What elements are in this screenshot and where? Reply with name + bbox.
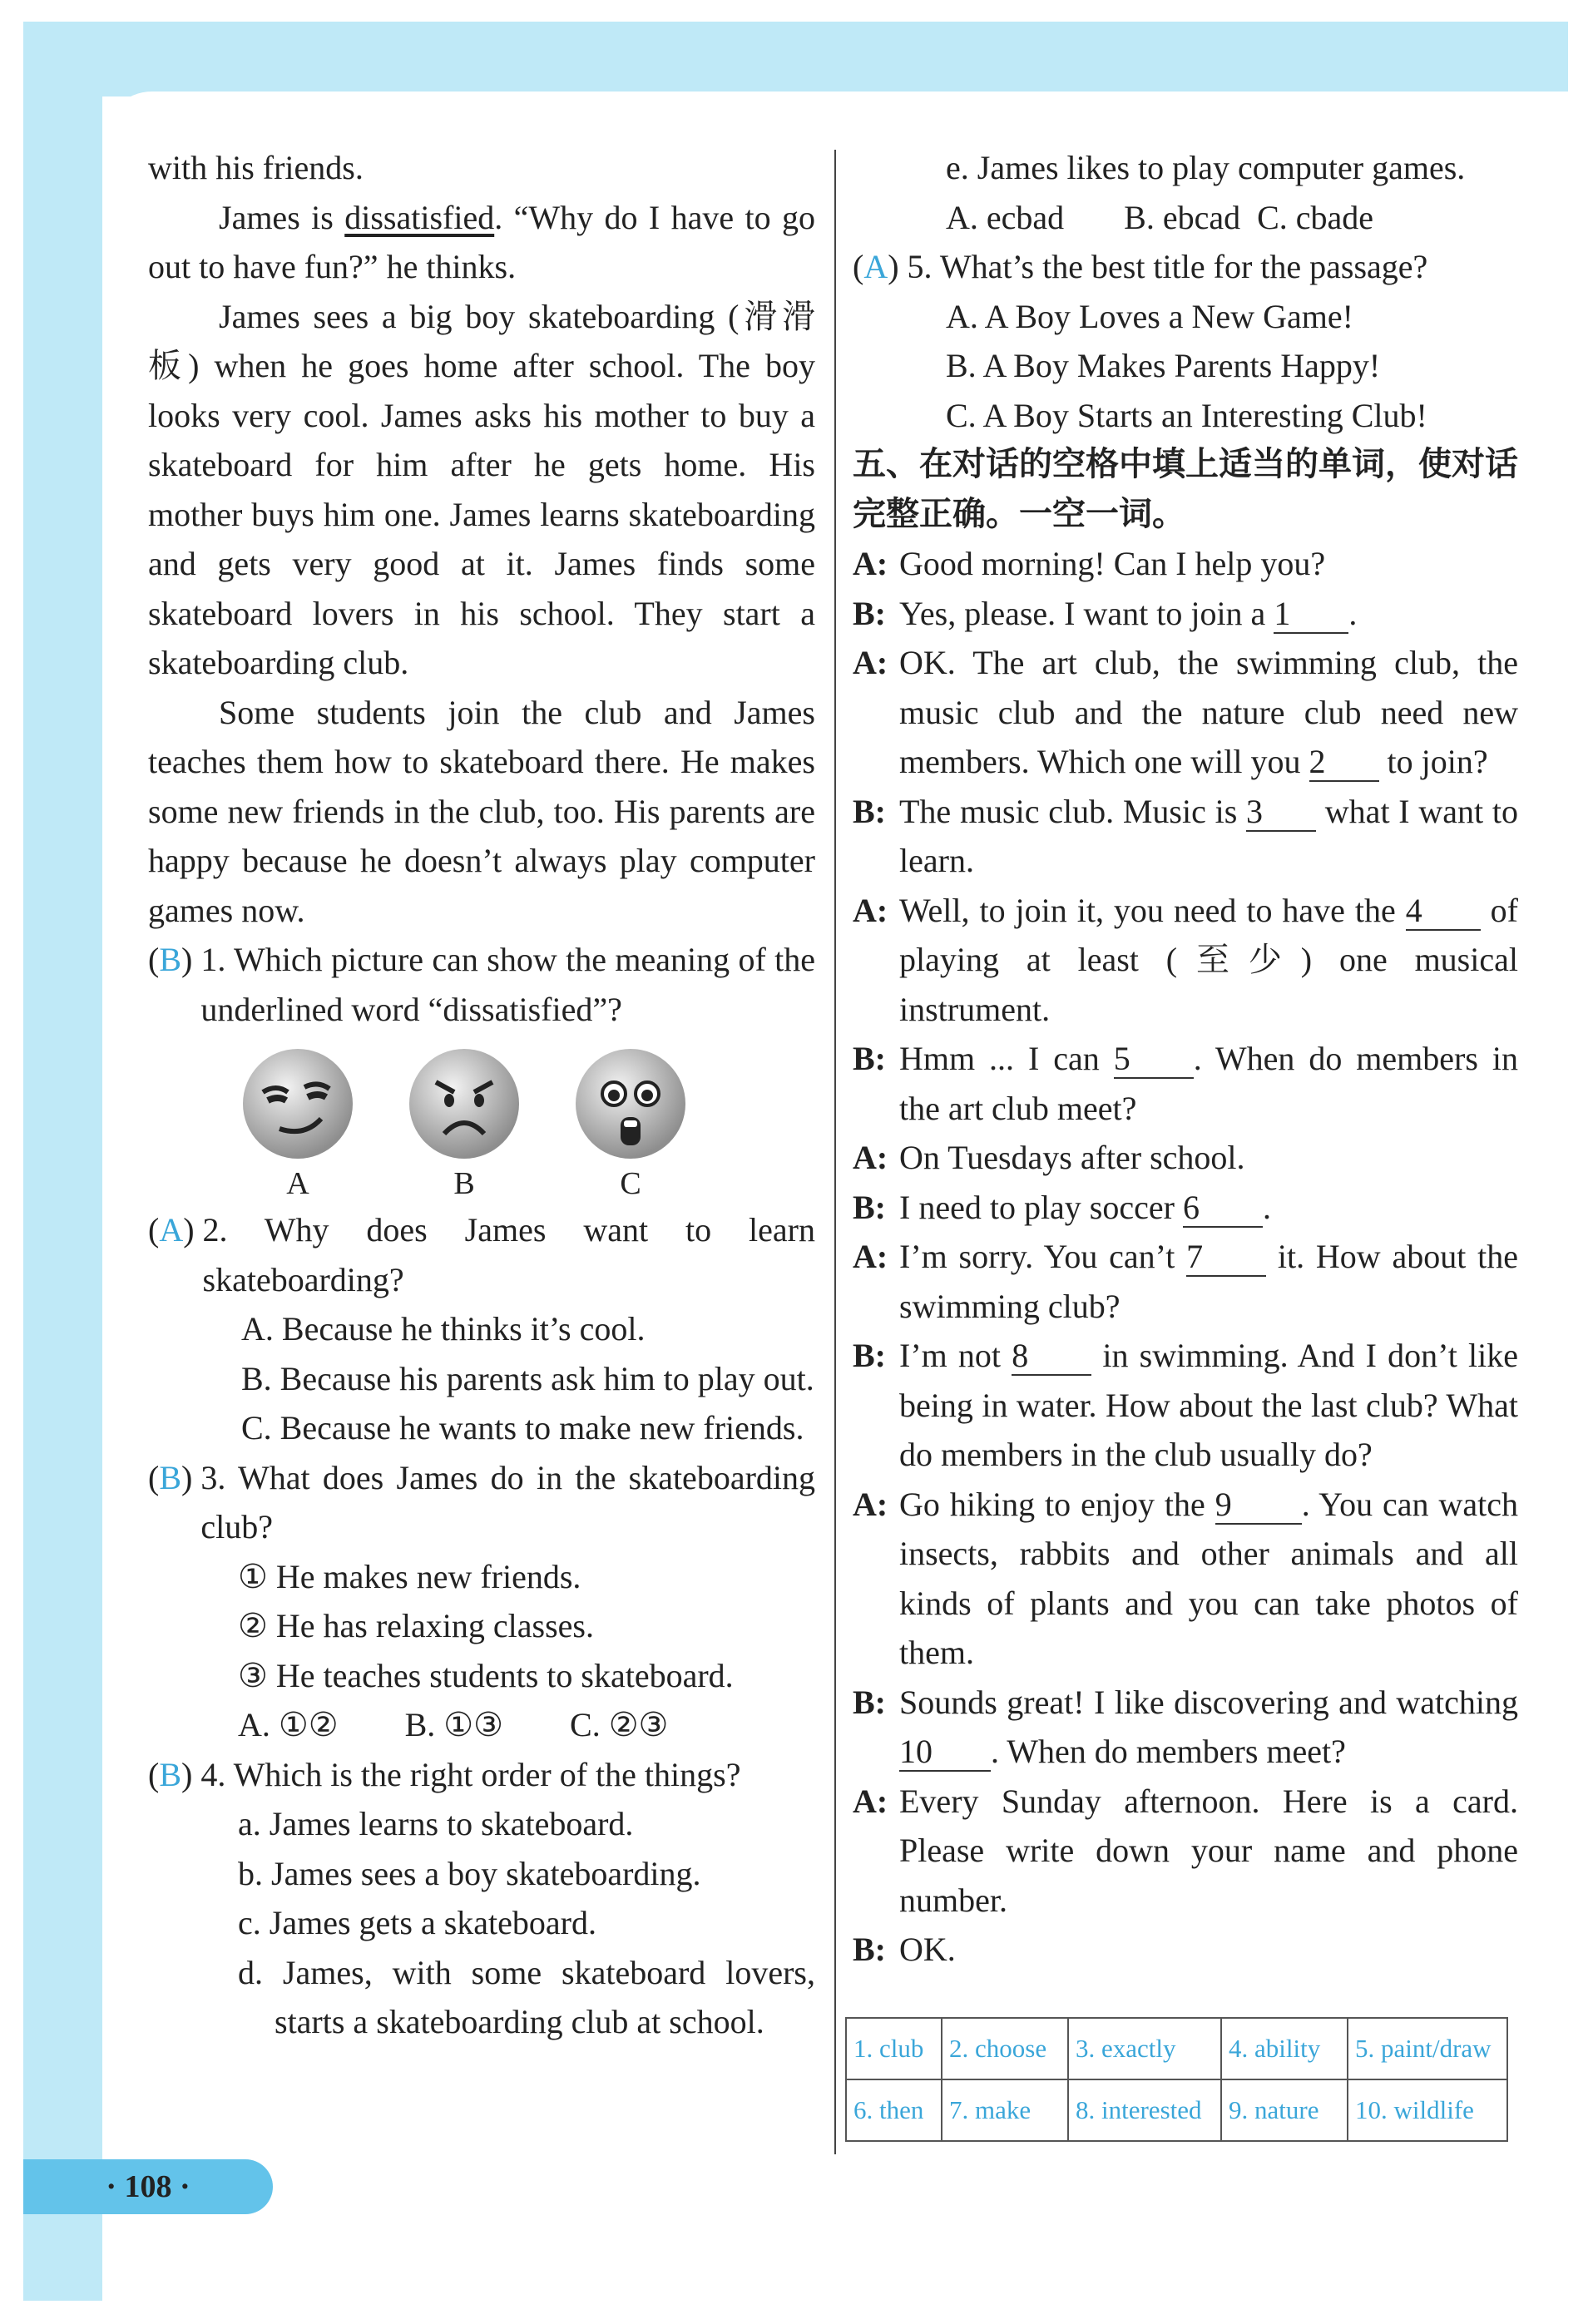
dialogue-line: B: OK. [853,1931,956,1968]
option-b: B. Because his parents ask him to play out. [241,1359,814,1397]
frown-face-icon [406,1046,522,1162]
passage-paragraph-3: Some students join the club and James teaches them how to skateboard there. He makes some new friends in the club, too. His parents are happy because he doesn’t always play computer games now. [148,693,815,929]
left-color-band [23,22,102,2301]
option-a: A. Because he thinks it’s cool. [241,1310,646,1347]
option-b: B. A Boy Makes Parents Happy! [946,347,1381,384]
passage-paragraph-2: James sees a big boy skateboarding (滑滑板) when he goes home after school. The boy looks very cool. James asks his mother to buy a skateboard for him after he gets home. His mother buys him one. James learns skateboarding and gets very good at it. James finds some skateboard lovers in his school. They start a skateboarding club. [148,297,815,681]
underlined-word: dissatisfied [344,198,495,236]
passage-paragraph-1: James is dissatisfied. “Why do I have to go out to have fun?” he thinks. [148,198,815,285]
question-3: (B) 3. What does James do in the skateboarding club? [148,1453,815,1552]
smirk-face-icon [240,1046,356,1162]
right-column [853,143,1518,1975]
left-column [148,143,815,2047]
blank-5[interactable]: 5 [1114,1041,1194,1079]
question-4: (B) 4. Which is the right order of the things? [148,1750,815,1800]
event-a: a. James learns to skateboard. [238,1805,634,1842]
blank-7[interactable]: 7 [1186,1239,1266,1277]
question-text: 1. Which picture can show the meaning of the underlined word “dissatisfied”? [200,941,815,1028]
answer-cell: 2. choose [942,2018,1068,2079]
passage-line: with his friends. [148,149,364,186]
answer-cell: 8. interested [1068,2079,1221,2141]
dialogue-line: B: Yes, please. I want to join a 1 . [853,594,1358,632]
face-label-a: A [286,1166,309,1201]
answer-mark: A [863,248,888,285]
event-e: e. James likes to play computer games. [946,149,1466,186]
face-option-c [572,1046,689,1205]
option-b: B. ebcad [1124,198,1241,236]
dialogue-line: A: Every Sunday afternoon. Here is a card. Please write down your name and phone number. [853,1782,1518,1919]
statement-2: ② He has relaxing classes. [238,1607,594,1644]
face-options [240,1046,689,1205]
answer-mark: A [159,1211,184,1249]
option-a: A. A Boy Loves a New Game! [946,297,1353,335]
statement-3: ③ He teaches students to skateboard. [238,1656,734,1694]
page-number-badge: · 108 · [23,2159,273,2214]
blank-10[interactable]: 10 [899,1733,991,1772]
face-option-a [240,1046,356,1205]
dialogue-line: A: Go hiking to enjoy the 9 . You can watch insects, rabbits and other animals and all kinds of plants and you can take photos of them. [853,1485,1518,1671]
option-c: C. ②③ [570,1706,669,1743]
question-text: 2. Why does James want to learn skateboarding? [202,1211,815,1298]
dialogue-line: B: I need to play soccer 6 . [853,1188,1271,1226]
answer-cell: 4. ability [1221,2018,1348,2079]
dialogue-line: A: Good morning! Can I help you? [853,545,1326,582]
dialogue-line: A: Well, to join it, you need to have the 4 of playing at least (至少) one musical instrument. [853,891,1518,1028]
options-row [148,1700,815,1750]
answer-mark: B [159,1458,182,1496]
question-text: 3. What does James do in the skateboarding club? [200,1458,815,1545]
section-title: 五、在对话的空格中填上适当的单词，使对话完整正确。一空一词。 [853,445,1518,533]
blank-1[interactable]: 1 [1274,596,1348,634]
event-d: d. James, with some skateboard lovers, starts a skateboarding club at school. [238,1953,815,2040]
answer-cell: 10. wildlife [1348,2079,1507,2141]
blank-4[interactable]: 4 [1406,893,1481,931]
blank-6[interactable]: 6 [1183,1189,1263,1228]
option-c: C. Because he wants to make new friends. [241,1409,804,1446]
answer-cell: 9. nature [1221,2079,1348,2141]
blank-8[interactable]: 8 [1012,1338,1091,1376]
blank-3[interactable]: 3 [1246,794,1316,832]
event-b: b. James sees a boy skateboarding. [238,1854,701,1892]
dialogue-line: B: Hmm ... I can 5 . When do members in the art club meet? [853,1040,1518,1127]
shocked-face-icon [572,1046,689,1162]
page-number: 108 [124,2169,172,2204]
table-row [846,2079,1507,2141]
answer-cell: 5. paint/draw [1348,2018,1507,2079]
option-a: A. ecbad [946,198,1065,236]
statement-1: ① He makes new friends. [238,1557,581,1595]
dialogue-line: A: OK. The art club, the swimming club, the music club and the nature club need new members. Which one will you 2 to join? [853,644,1518,780]
face-label-b: B [453,1166,475,1201]
column-divider [834,150,836,2154]
answer-key-table [845,2017,1508,2142]
answer-mark: B [159,941,182,978]
blank-9[interactable]: 9 [1215,1486,1302,1525]
dialogue-line: A: I’m sorry. You can’t 7 it. How about the swimming club? [853,1238,1518,1325]
dialogue-line: B: The music club. Music is 3 what I want to learn. [853,792,1518,879]
event-c: c. James gets a skateboard. [238,1904,596,1941]
top-color-band [23,22,1568,96]
question-1: (B) 1. Which picture can show the meaning of the underlined word “dissatisfied”? [148,935,815,1034]
dialogue-line: B: Sounds great! I like discovering and watching 10 . When do members meet? [853,1683,1518,1770]
answer-cell: 1. club [846,2018,942,2079]
answer-cell: 6. then [846,2079,942,2141]
dialogue-line: B: I’m not 8 in swimming. And I don’t like being in water. How about the last club? What do members in the club usually do? [853,1337,1518,1473]
answer-mark: B [159,1755,182,1793]
option-b: B. ①③ [404,1706,504,1743]
face-label-c: C [620,1166,641,1201]
option-c: C. cbade [1257,198,1374,236]
option-a: A. ①② [238,1706,339,1743]
question-text: 5. What’s the best title for the passage? [907,248,1428,285]
question-5: (A) 5. What’s the best title for the passage? [853,242,1518,292]
answer-cell: 3. exactly [1068,2018,1221,2079]
options-row [853,193,1518,243]
table-row [846,2018,1507,2079]
question-2: (A) 2. Why does James want to learn skateboarding? [148,1205,815,1304]
answer-cell: 7. make [942,2079,1068,2141]
option-c: C. A Boy Starts an Interesting Club! [946,396,1427,434]
dialogue-line: A: On Tuesdays after school. [853,1139,1245,1176]
blank-2[interactable]: 2 [1309,744,1379,782]
face-option-b [406,1046,522,1205]
question-text: 4. Which is the right order of the things? [200,1755,741,1793]
